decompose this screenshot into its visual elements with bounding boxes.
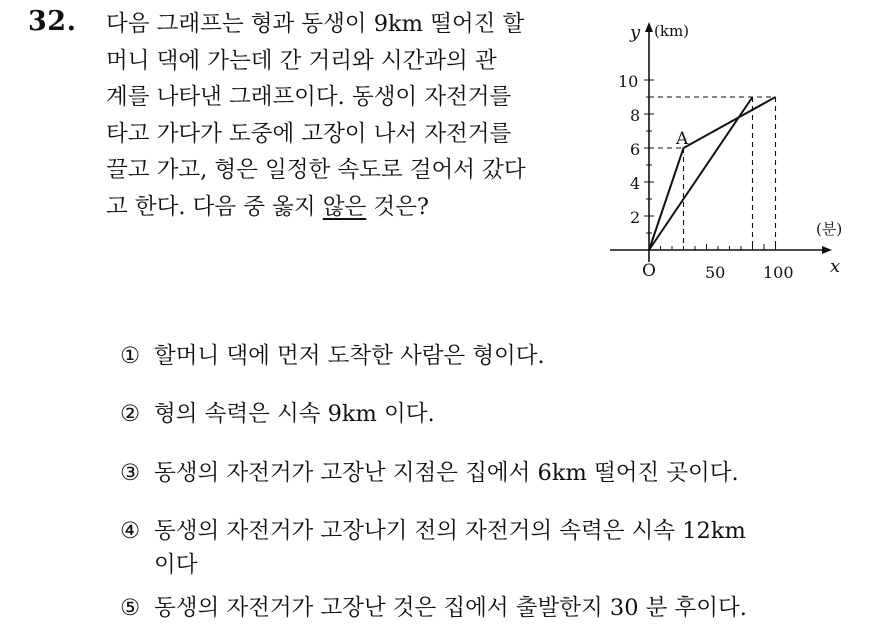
question-line: 머니 댁에 가는데 간 거리와 시간과의 관 (106, 47, 497, 74)
question-number: 32. (28, 6, 77, 37)
series-group (649, 97, 776, 250)
choice-3[interactable] (120, 455, 739, 487)
y-axis-arrow (645, 22, 653, 32)
point-a-label: A (676, 129, 689, 149)
question-line: 계를 나타낸 그래프이다. 동생이 자전거를 (106, 84, 512, 110)
choice-4[interactable] (120, 513, 746, 579)
choice-text: 할머니 댁에 먼저 도착한 사람은 형이다. (154, 343, 545, 369)
choice-number: ③ (120, 460, 141, 486)
question-line: 타고 가다가 도중에 고장이 나서 자전거를 (106, 120, 512, 147)
series-line-1 (649, 97, 776, 250)
y-axis-label: y (630, 22, 641, 43)
choice-text-continued: 이다 (154, 552, 198, 578)
choice-text: 형의 속력은 시속 9km 이다. (154, 401, 435, 427)
y-tick-label: 8 (630, 106, 641, 125)
choice-text: 동생의 자전거가 고장난 것은 집에서 출발한지 30 분 후이다. (154, 595, 747, 621)
choice-text: 동생의 자전거가 고장나기 전의 자전거의 속력은 시속 12km (154, 518, 746, 544)
x-tick-label: 100 (763, 263, 794, 282)
choice-number: ⑤ (120, 595, 141, 621)
guide-lines (649, 97, 776, 250)
choice-number: ① (120, 343, 141, 369)
distance-time-graph (600, 18, 850, 288)
choice-number: ② (120, 401, 141, 427)
underlined-word: 않은 (322, 193, 367, 220)
y-tick-label: 4 (630, 174, 641, 193)
y-tick-label: 6 (630, 140, 641, 159)
x-unit-label: (분) (816, 220, 843, 238)
choice-text: 동생의 자전거가 고장난 지점은 집에서 6km 떨어진 곳이다. (154, 460, 739, 486)
question-line-last (106, 189, 596, 226)
y-tick-label: 2 (630, 208, 641, 227)
x-tick-label: 50 (705, 263, 726, 282)
question-text (106, 6, 596, 225)
question-line-prefix: 고 한다. 다음 중 옳지 (106, 193, 323, 220)
x-axis-arrow (822, 246, 832, 254)
choice-2[interactable] (120, 396, 435, 428)
choice-1[interactable] (120, 338, 545, 370)
series-line-2 (649, 97, 753, 250)
question-line: 끌고 가고, 형은 일정한 속도로 걸어서 갔다 (106, 157, 526, 183)
question-line: 다음 그래프는 형과 동생이 9km 떨어진 할 (106, 11, 525, 37)
choice-number: ④ (120, 518, 141, 544)
y-tick-label: 10 (618, 72, 639, 91)
origin-label: O (642, 261, 656, 281)
y-unit-label: (km) (654, 22, 690, 40)
question-line-suffix: 것은? (366, 193, 429, 220)
choice-5[interactable] (120, 590, 747, 622)
x-axis-label: x (830, 256, 841, 277)
